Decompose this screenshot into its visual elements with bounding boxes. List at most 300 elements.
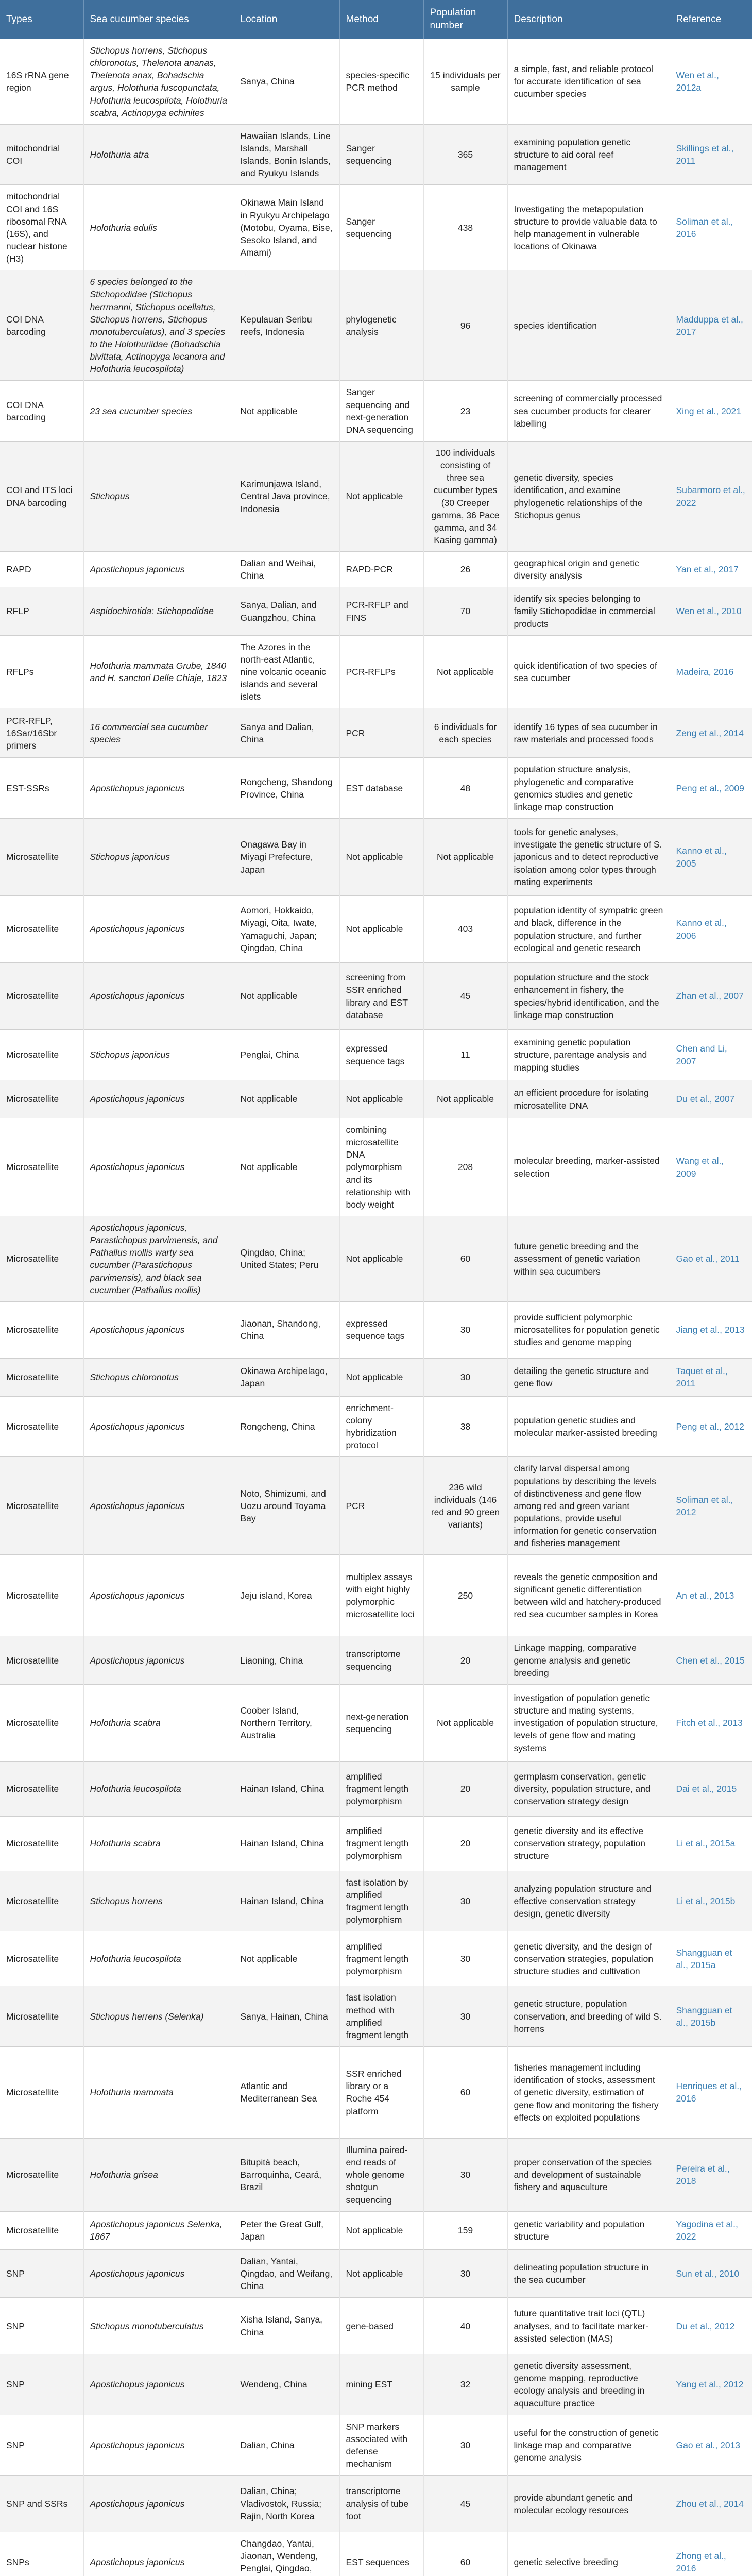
table-row — [0, 2138, 752, 2211]
table-row — [0, 381, 752, 442]
cell-description: genetic diversity assessment, genome mapping, reproductive ecology analysis and breeding in aquaculture practice — [507, 2354, 670, 2415]
table-row — [0, 963, 752, 1030]
cell-description: geographical origin and genetic diversity analysis — [507, 552, 670, 587]
reference-link[interactable]: Peng et al., 2012 — [670, 1396, 752, 1457]
cell-population: 40 — [423, 2298, 507, 2354]
cell-species: Apostichopus japonicus — [83, 1301, 234, 1358]
reference-link[interactable]: Du et al., 2012 — [670, 2298, 752, 2354]
cell-species: Stichopus horrens, Stichopus chloronotus, Thelenota ananas, Thelenota anax, Bohadschia argus, Holothuria fuscopunctata, Holothuria leucospilota, Holothuria scabra, Actinopyga echinites — [83, 39, 234, 124]
cell-method: combining microsatellite DNA polymorphism and its relationship with body weight — [339, 1118, 423, 1216]
table-row — [0, 1636, 752, 1684]
reference-link[interactable]: Yang et al., 2012 — [670, 2354, 752, 2415]
cell-description: quick identification of two species of sea cucumber — [507, 635, 670, 708]
cell-type: Microsatellite — [0, 963, 83, 1030]
cell-description: proper conservation of the species and development of sustainable fishery and aquaculture — [507, 2138, 670, 2211]
table-row — [0, 2249, 752, 2297]
cell-location: Hawaiian Islands, Line Islands, Marshall Islands, Bonin Islands, and Ryukyu Islands — [234, 124, 339, 185]
cell-location: Noto, Shimizumi, and Uozu around Toyama Bay — [234, 1457, 339, 1555]
cell-type: EST-SSRs — [0, 758, 83, 819]
cell-method: Illumina paired-end reads of whole genome shotgun sequencing — [339, 2138, 423, 2211]
cell-species: Apostichopus japonicus — [83, 963, 234, 1030]
cell-description: screening of commercially processed sea cucumber products for clearer labelling — [507, 381, 670, 442]
cell-method: EST database — [339, 758, 423, 819]
cell-method: Not applicable — [339, 819, 423, 896]
cell-type: Microsatellite — [0, 2138, 83, 2211]
cell-population: 30 — [423, 2249, 507, 2297]
cell-species: Apostichopus japonicus — [83, 1457, 234, 1555]
cell-method: Sanger sequencing and next-generation DNA sequencing — [339, 381, 423, 442]
cell-species: Holothuria atra — [83, 124, 234, 185]
cell-description: reveals the genetic composition and significant genetic differentiation between wild and hatchery-produced red sea cucumber samples in Korea — [507, 1555, 670, 1636]
cell-species: Stichopus herrens (Selenka) — [83, 1986, 234, 2047]
cell-species: Aspidochirotida: Stichopodidae — [83, 587, 234, 635]
cell-type: Microsatellite — [0, 1358, 83, 1396]
cell-description: examining genetic population structure, parentage analysis and mapping studies — [507, 1030, 670, 1080]
table-row — [0, 896, 752, 963]
table-row — [0, 2532, 752, 2576]
table-row — [0, 270, 752, 381]
cell-type: Microsatellite — [0, 1871, 83, 1931]
table-row — [0, 758, 752, 819]
reference-link[interactable]: Kanno et al., 2006 — [670, 896, 752, 963]
cell-type: Microsatellite — [0, 819, 83, 896]
reference-link[interactable]: Madduppa et al., 2017 — [670, 270, 752, 381]
cell-location: Dalian, Yantai, Qingdao, and Weifang, China — [234, 2249, 339, 2297]
cell-description: identify 16 types of sea cucumber in raw materials and processed foods — [507, 708, 670, 758]
cell-population: 15 individuals per sample — [423, 39, 507, 124]
cell-type: Microsatellite — [0, 1301, 83, 1358]
cell-species: 23 sea cucumber species — [83, 381, 234, 442]
cell-population: 403 — [423, 896, 507, 963]
reference-link[interactable]: Soliman et al., 2012 — [670, 1457, 752, 1555]
cell-population: 11 — [423, 1030, 507, 1080]
cell-method: mining EST — [339, 2354, 423, 2415]
cell-description: a simple, fast, and reliable protocol for accurate identification of sea cucumber species — [507, 39, 670, 124]
cell-type: Microsatellite — [0, 1118, 83, 1216]
cell-type: COI DNA barcoding — [0, 270, 83, 381]
table-row — [0, 1684, 752, 1761]
header-description: Description — [507, 0, 670, 39]
reference-link[interactable]: Yan et al., 2017 — [670, 552, 752, 587]
reference-link[interactable]: Shangguan et al., 2015a — [670, 1931, 752, 1986]
cell-species: Apostichopus japonicus — [83, 552, 234, 587]
cell-method: fast isolation method with amplified fragment length — [339, 1986, 423, 2047]
reference-link[interactable]: Dai et al., 2015 — [670, 1761, 752, 1816]
table-row — [0, 587, 752, 635]
cell-method: amplified fragment length polymorphism — [339, 1931, 423, 1986]
reference-link[interactable]: An et al., 2013 — [670, 1555, 752, 1636]
header-population: Population number — [423, 0, 507, 39]
cell-type: RFLP — [0, 587, 83, 635]
table-row — [0, 39, 752, 124]
cell-method: amplified fragment length polymorphism — [339, 1761, 423, 1816]
cell-type: SNP — [0, 2249, 83, 2297]
cell-population: 20 — [423, 1816, 507, 1871]
cell-population: 60 — [423, 2532, 507, 2576]
cell-location: Dalian and Weihai, China — [234, 552, 339, 587]
cell-method: Not applicable — [339, 441, 423, 551]
cell-location: Atlantic and Mediterranean Sea — [234, 2046, 339, 2138]
cell-location: Qingdao, China; United States; Peru — [234, 1216, 339, 1302]
table-row — [0, 1555, 752, 1636]
reference-link[interactable]: Kanno et al., 2005 — [670, 819, 752, 896]
cell-description: an efficient procedure for isolating microsatellite DNA — [507, 1080, 670, 1118]
cell-species: Apostichopus japonicus — [83, 2354, 234, 2415]
cell-description: genetic diversity, and the design of conservation strategies, population structure studies and cultivation — [507, 1931, 670, 1986]
header-location: Location — [234, 0, 339, 39]
reference-link[interactable]: Li et al., 2015a — [670, 1816, 752, 1871]
cell-species: Holothuria edulis — [83, 185, 234, 270]
reference-link[interactable]: Gao et al., 2013 — [670, 2415, 752, 2476]
cell-description: genetic diversity, species identification, and examine phylogenetic relationships of the Stichopus genus — [507, 441, 670, 551]
cell-location: Hainan Island, China — [234, 1816, 339, 1871]
header-species: Sea cucumber species — [83, 0, 234, 39]
table-row — [0, 1816, 752, 1871]
cell-description: Investigating the metapopulation structure to provide valuable data to help management in vulnerable locations of Okinawa — [507, 185, 670, 270]
cell-type: Microsatellite — [0, 2046, 83, 2138]
cell-method: PCR — [339, 1457, 423, 1555]
cell-location: Kepulauan Seribu reefs, Indonesia — [234, 270, 339, 381]
cell-location: Hainan Island, China — [234, 1761, 339, 1816]
cell-method: transcriptome sequencing — [339, 1636, 423, 1684]
reference-link[interactable]: Li et al., 2015b — [670, 1871, 752, 1931]
cell-method: Not applicable — [339, 2211, 423, 2249]
table-row — [0, 1358, 752, 1396]
cell-location: Rongcheng, Shandong Province, China — [234, 758, 339, 819]
table-row — [0, 124, 752, 185]
cell-method: EST sequences — [339, 2532, 423, 2576]
table-row — [0, 1931, 752, 1986]
cell-description: useful for the construction of genetic linkage map and comparative genome analysis — [507, 2415, 670, 2476]
reference-link[interactable]: Chen and Li, 2007 — [670, 1030, 752, 1080]
cell-type: Microsatellite — [0, 1636, 83, 1684]
cell-method: PCR — [339, 708, 423, 758]
table-row — [0, 1118, 752, 1216]
cell-species: Holothuria leucospilota — [83, 1761, 234, 1816]
cell-method: SSR enriched library or a Roche 454 platform — [339, 2046, 423, 2138]
cell-method: gene-based — [339, 2298, 423, 2354]
cell-location: Dalian, China — [234, 2415, 339, 2476]
cell-method: Not applicable — [339, 1358, 423, 1396]
table-row — [0, 1301, 752, 1358]
cell-species: Holothuria mammata — [83, 2046, 234, 2138]
cell-species: Apostichopus japonicus — [83, 896, 234, 963]
reference-link[interactable]: Jiang et al., 2013 — [670, 1301, 752, 1358]
cell-description: species identification — [507, 270, 670, 381]
cell-type: SNP and SSRs — [0, 2476, 83, 2532]
table-row — [0, 2211, 752, 2249]
cell-population: 365 — [423, 124, 507, 185]
table-row — [0, 1457, 752, 1555]
cell-description: clarify larval dispersal among populations by describing the levels of distinctiveness and gene flow among red and green variant populations, provide useful information for genetic conservation and fisheries management — [507, 1457, 670, 1555]
reference-link[interactable]: Du et al., 2007 — [670, 1080, 752, 1118]
cell-population: 20 — [423, 1761, 507, 1816]
cell-population: 30 — [423, 1986, 507, 2047]
table-row — [0, 1216, 752, 1302]
cell-location: Karimunjawa Island, Central Java province, Indonesia — [234, 441, 339, 551]
cell-description: detailing the genetic structure and gene flow — [507, 1358, 670, 1396]
cell-type: Microsatellite — [0, 1761, 83, 1816]
reference-link[interactable]: Zhong et al., 2016 — [670, 2532, 752, 2576]
reference-link[interactable]: Taquet et al., 2011 — [670, 1358, 752, 1396]
table-row — [0, 1761, 752, 1816]
cell-species: Apostichopus japonicus, Parastichopus parvimensis, and Pathallus mollis warty sea cucumber (Parastichopus parvimensis), and black sea cucumber (Pathallus mollis) — [83, 1216, 234, 1302]
cell-location: Aomori, Hokkaido, Miyagi, Oita, Iwate, Yamaguchi, Japan; Qingdao, China — [234, 896, 339, 963]
cell-description: investigation of population genetic structure and mating systems, investigation of population structure, levels of gene flow and mating systems — [507, 1684, 670, 1761]
reference-link[interactable]: Wen et al., 2012a — [670, 39, 752, 124]
cell-type: Microsatellite — [0, 1931, 83, 1986]
cell-location: Sanya, Hainan, China — [234, 1986, 339, 2047]
cell-species: Stichopus horrens — [83, 1871, 234, 1931]
cell-location: Dalian, China; Vladivostok, Russia; Rajin, North Korea — [234, 2476, 339, 2532]
cell-type: Microsatellite — [0, 1457, 83, 1555]
cell-description: population identity of sympatric green and black, difference in the population structure, and further ecological and genetic research — [507, 896, 670, 963]
cell-method: multiplex assays with eight highly polymorphic microsatellite loci — [339, 1555, 423, 1636]
table-row — [0, 1396, 752, 1457]
cell-location: Okinawa Main Island in Ryukyu Archipelago (Motobu, Oyama, Bise, Sesoko Island, and Amami) — [234, 185, 339, 270]
cell-location: Rongcheng, China — [234, 1396, 339, 1457]
cell-location: Penglai, China — [234, 1030, 339, 1080]
header-reference: Reference — [670, 0, 752, 39]
cell-species: Apostichopus japonicus — [83, 1636, 234, 1684]
cell-description: molecular breeding, marker-assisted selection — [507, 1118, 670, 1216]
cell-description: future genetic breeding and the assessment of genetic variation within sea cucumbers — [507, 1216, 670, 1302]
cell-description: delineating population structure in the sea cucumber — [507, 2249, 670, 2297]
table-body — [0, 39, 752, 2576]
cell-population: 6 individuals for each species — [423, 708, 507, 758]
cell-type: Microsatellite — [0, 896, 83, 963]
cell-population: 30 — [423, 2415, 507, 2476]
cell-location: Jeju island, Korea — [234, 1555, 339, 1636]
cell-population: 45 — [423, 2476, 507, 2532]
cell-method: amplified fragment length polymorphism — [339, 1816, 423, 1871]
cell-method: Not applicable — [339, 2249, 423, 2297]
cell-species: Holothuria scabra — [83, 1816, 234, 1871]
cell-species: Apostichopus japonicus — [83, 758, 234, 819]
table-row — [0, 2046, 752, 2138]
cell-description: population structure and the stock enhancement in fishery, the species/hybrid identification, and the linkage map construction — [507, 963, 670, 1030]
cell-location: Xisha Island, Sanya, China — [234, 2298, 339, 2354]
cell-population: Not applicable — [423, 819, 507, 896]
reference-link[interactable]: Skillings et al., 2011 — [670, 124, 752, 185]
reference-link[interactable]: Xing et al., 2021 — [670, 381, 752, 442]
cell-location: Not applicable — [234, 963, 339, 1030]
table-row — [0, 708, 752, 758]
cell-location: Coober Island, Northern Territory, Australia — [234, 1684, 339, 1761]
cell-species: Stichopus monotuberculatus — [83, 2298, 234, 2354]
cell-species: Apostichopus japonicus — [83, 1118, 234, 1216]
cell-population: 96 — [423, 270, 507, 381]
cell-description: tools for genetic analyses, investigate the genetic structure of S. japonicus and to detect reproductive isolation among color types through mating experiments — [507, 819, 670, 896]
cell-population: 30 — [423, 1301, 507, 1358]
cell-type: SNP — [0, 2298, 83, 2354]
reference-link[interactable]: Zeng et al., 2014 — [670, 708, 752, 758]
reference-link[interactable]: Wang et al., 2009 — [670, 1118, 752, 1216]
cell-description: population genetic studies and molecular marker-assisted breeding — [507, 1396, 670, 1457]
reference-link[interactable]: Madeira, 2016 — [670, 635, 752, 708]
cell-type: mitochondrial COI — [0, 124, 83, 185]
reference-link[interactable]: Wen et al., 2010 — [670, 587, 752, 635]
cell-type: RAPD — [0, 552, 83, 587]
cell-species: Apostichopus japonicus — [83, 2415, 234, 2476]
cell-location: Jiaonan, Shandong, China — [234, 1301, 339, 1358]
cell-description: germplasm conservation, genetic diversity, population structure, and conservation strategy design — [507, 1761, 670, 1816]
cell-location: Hainan Island, China — [234, 1871, 339, 1931]
reference-link[interactable]: Soliman et al., 2016 — [670, 185, 752, 270]
cell-description: fisheries management including identification of stocks, assessment of genetic diversity, estimation of gene flow and monitoring the fishery effects on exploited populations — [507, 2046, 670, 2138]
cell-method: Not applicable — [339, 1216, 423, 1302]
cell-species: 16 commercial sea cucumber species — [83, 708, 234, 758]
header-types: Types — [0, 0, 83, 39]
table-row — [0, 1030, 752, 1080]
reference-link[interactable]: Peng et al., 2009 — [670, 758, 752, 819]
cell-species: Stichopus chloronotus — [83, 1358, 234, 1396]
cell-type: Microsatellite — [0, 2211, 83, 2249]
reference-link[interactable]: Zhou et al., 2014 — [670, 2476, 752, 2532]
cell-population: 26 — [423, 552, 507, 587]
cell-population: 20 — [423, 1636, 507, 1684]
reference-link[interactable]: Fitch et al., 2013 — [670, 1684, 752, 1761]
table-row — [0, 2415, 752, 2476]
cell-method: Sanger sequencing — [339, 124, 423, 185]
cell-description: population structure analysis, phylogenetic and comparative genomics studies and genetic linkage map construction — [507, 758, 670, 819]
cell-species: Apostichopus japonicus — [83, 1555, 234, 1636]
cell-population: Not applicable — [423, 635, 507, 708]
reference-link[interactable]: Pereira et al., 2018 — [670, 2138, 752, 2211]
table-row — [0, 552, 752, 587]
cell-species: Apostichopus japonicus Selenka, 1867 — [83, 2211, 234, 2249]
cell-method: phylogenetic analysis — [339, 270, 423, 381]
cell-method: screening from SSR enriched library and EST database — [339, 963, 423, 1030]
cell-type: SNP — [0, 2415, 83, 2476]
cell-method: enrichment-colony hybridization protocol — [339, 1396, 423, 1457]
cell-method: next-generation sequencing — [339, 1684, 423, 1761]
cell-method: SNP markers associated with defense mechanism — [339, 2415, 423, 2476]
cell-method: fast isolation by amplified fragment length polymorphism — [339, 1871, 423, 1931]
cell-type: COI DNA barcoding — [0, 381, 83, 442]
table-header — [0, 0, 752, 39]
cell-description: genetic selective breeding — [507, 2532, 670, 2576]
cell-location: Onagawa Bay in Miyagi Prefecture, Japan — [234, 819, 339, 896]
cell-species: Holothuria grisea — [83, 2138, 234, 2211]
table-row — [0, 441, 752, 551]
cell-population: 30 — [423, 1871, 507, 1931]
cell-location: Sanya and Dalian, China — [234, 708, 339, 758]
reference-link[interactable]: Gao et al., 2011 — [670, 1216, 752, 1302]
reference-link[interactable]: Sun et al., 2010 — [670, 2249, 752, 2297]
reference-link[interactable]: Shangguan et al., 2015b — [670, 1986, 752, 2047]
cell-method: expressed sequence tags — [339, 1301, 423, 1358]
table-row — [0, 1986, 752, 2047]
reference-link[interactable]: Subarmoro et al., 2022 — [670, 441, 752, 551]
table-row — [0, 2354, 752, 2415]
cell-population: 23 — [423, 381, 507, 442]
cell-type: RFLPs — [0, 635, 83, 708]
cell-type: Microsatellite — [0, 1030, 83, 1080]
reference-link[interactable]: Zhan et al., 2007 — [670, 963, 752, 1030]
cell-type: Microsatellite — [0, 1684, 83, 1761]
cell-method: PCR-RFLP and FINS — [339, 587, 423, 635]
table-row — [0, 2298, 752, 2354]
cell-population: 438 — [423, 185, 507, 270]
table-row — [0, 185, 752, 270]
cell-location: Wendeng, China — [234, 2354, 339, 2415]
cell-population: 236 wild individuals (146 red and 90 green variants) — [423, 1457, 507, 1555]
cell-species: Stichopus japonicus — [83, 1030, 234, 1080]
cell-species: Apostichopus japonicus — [83, 2249, 234, 2297]
cell-population: 70 — [423, 587, 507, 635]
cell-description: genetic variability and population structure — [507, 2211, 670, 2249]
cell-description: analyzing population structure and effective conservation strategy design, genetic diversity — [507, 1871, 670, 1931]
cell-method: PCR-RFLPs — [339, 635, 423, 708]
cell-location: Sanya, China — [234, 39, 339, 124]
cell-location: Not applicable — [234, 1080, 339, 1118]
table-row — [0, 819, 752, 896]
cell-species: Holothuria mammata Grube, 1840 and H. sanctori Delle Chiaje, 1823 — [83, 635, 234, 708]
reference-link[interactable]: Yagodina et al., 2022 — [670, 2211, 752, 2249]
cell-type: Microsatellite — [0, 1080, 83, 1118]
cell-population: 48 — [423, 758, 507, 819]
cell-location: Bitupitá beach, Barroquinha, Ceará, Brazil — [234, 2138, 339, 2211]
cell-description: examining population genetic structure to aid coral reef management — [507, 124, 670, 185]
cell-species: Apostichopus japonicus — [83, 2476, 234, 2532]
cell-population: 32 — [423, 2354, 507, 2415]
header-row — [0, 0, 752, 39]
header-method: Method — [339, 0, 423, 39]
cell-type: SNPs — [0, 2532, 83, 2576]
table-row — [0, 1871, 752, 1931]
cell-species: Apostichopus japonicus — [83, 1080, 234, 1118]
cell-description: Linkage mapping, comparative genome analysis and genetic breeding — [507, 1636, 670, 1684]
cell-population: 60 — [423, 1216, 507, 1302]
cell-type: PCR-RFLP, 16Sar/16Sbr primers — [0, 708, 83, 758]
cell-type: Microsatellite — [0, 1555, 83, 1636]
cell-description: future quantitative trait loci (QTL) analyses, and to facilitate marker-assisted selection (MAS) — [507, 2298, 670, 2354]
cell-location: Not applicable — [234, 381, 339, 442]
cell-location: Changdao, Yantai, Jiaonan, Wendeng, Penglai, Qingdao, — [234, 2532, 339, 2576]
cell-description: provide abundant genetic and molecular ecology resources — [507, 2476, 670, 2532]
cell-location: Okinawa Archipelago, Japan — [234, 1358, 339, 1396]
cell-type: mitochondrial COI and 16S ribosomal RNA (16S), and nuclear histone (H3) — [0, 185, 83, 270]
cell-method: RAPD-PCR — [339, 552, 423, 587]
cell-species: Apostichopus japonicus — [83, 1396, 234, 1457]
cell-population: 30 — [423, 1931, 507, 1986]
cell-species: Holothuria leucospilota — [83, 1931, 234, 1986]
cell-location: The Azores in the north-east Atlantic, nine volcanic oceanic islands and several islets — [234, 635, 339, 708]
table-row — [0, 1080, 752, 1118]
cell-method: Not applicable — [339, 1080, 423, 1118]
cell-type: Microsatellite — [0, 1986, 83, 2047]
cell-population: Not applicable — [423, 1080, 507, 1118]
reference-link[interactable]: Henriques et al., 2016 — [670, 2046, 752, 2138]
cell-description: identify six species belonging to family Stichopodidae in commercial products — [507, 587, 670, 635]
cell-location: Sanya, Dalian, and Guangzhou, China — [234, 587, 339, 635]
cell-type: COI and ITS loci DNA barcoding — [0, 441, 83, 551]
cell-population: 45 — [423, 963, 507, 1030]
cell-method: species-specific PCR method — [339, 39, 423, 124]
cell-description: genetic diversity and its effective conservation strategy, population structure — [507, 1816, 670, 1871]
cell-location: Not applicable — [234, 1931, 339, 1986]
cell-method: expressed sequence tags — [339, 1030, 423, 1080]
cell-population: 60 — [423, 2046, 507, 2138]
reference-link[interactable]: Chen et al., 2015 — [670, 1636, 752, 1684]
cell-species: Stichopus japonicus — [83, 819, 234, 896]
cell-population: 38 — [423, 1396, 507, 1457]
table-row — [0, 2476, 752, 2532]
cell-species: Holothuria scabra — [83, 1684, 234, 1761]
cell-population: 30 — [423, 1358, 507, 1396]
cell-population: 159 — [423, 2211, 507, 2249]
